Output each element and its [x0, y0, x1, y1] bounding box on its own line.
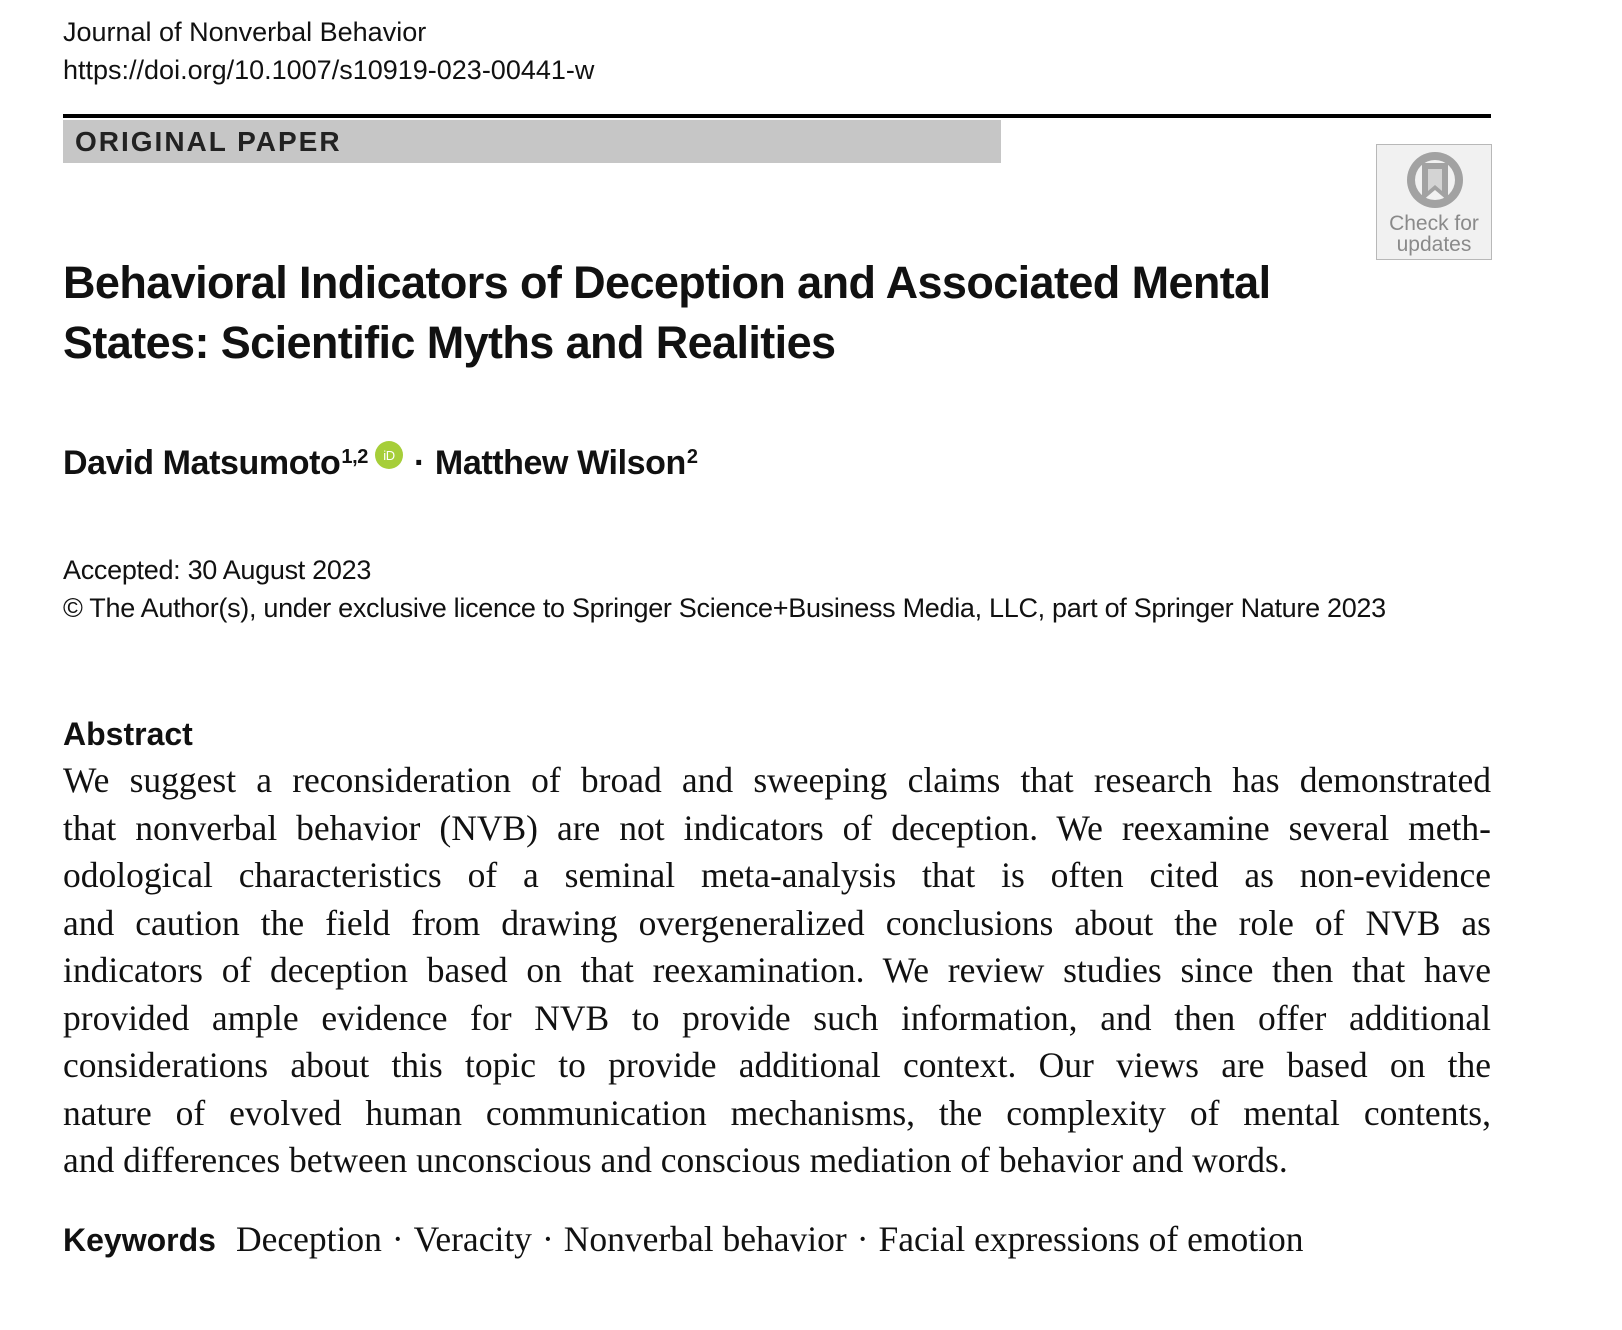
keyword[interactable]: Nonverbal behavior — [563, 1219, 847, 1259]
keyword[interactable]: Deception — [235, 1219, 382, 1259]
author-separator: · — [413, 444, 425, 482]
author-affiliation: 2 — [686, 446, 698, 468]
header-rule — [63, 114, 1491, 118]
abstract-line: and caution the field from drawing overgeneralized conclusions about the role of NVB as — [63, 902, 1491, 943]
journal-name: Journal of Nonverbal Behavior — [63, 17, 427, 47]
paper-first-page — [63, 0, 1493, 1330]
abstract-line: odological characteristics of a seminal meta-analysis that is often cited as non-evidence — [63, 855, 1491, 895]
author-list — [63, 444, 698, 483]
title-line-1: Behavioral Indicators of Deception and Associated Mental — [63, 257, 1271, 308]
check-for-updates-icon — [1404, 149, 1466, 211]
copyright-notice: © The Author(s), under exclusive licence to Springer Science+Business Media, LLC, part of Springer Nature 2023 — [63, 593, 1386, 623]
accepted-date: Accepted: 30 August 2023 — [63, 555, 372, 585]
orcid-icon[interactable] — [374, 440, 404, 479]
doi-link[interactable]: https://doi.org/10.1007/s10919-023-00441-w — [63, 55, 595, 85]
paper-title — [63, 253, 1313, 373]
keyword-separator: · — [391, 1219, 404, 1259]
keywords-label: Keywords — [63, 1222, 216, 1258]
check-for-updates-badge[interactable] — [1376, 144, 1492, 260]
abstract-line: indicators of deception based on that reexamination. We review studies since then that have — [63, 950, 1491, 990]
author-affiliation: 1,2 — [341, 446, 368, 468]
abstract-text — [63, 757, 1491, 1185]
abstract-line: provided ample evidence for NVB to provide such information, and then offer additional — [63, 997, 1491, 1038]
abstract-line: considerations about this topic to provide additional context. Our views are based on the — [63, 1045, 1491, 1085]
keyword-separator: · — [541, 1219, 554, 1259]
abstract-line: and differences between unconscious and conscious mediation of behavior and words. — [63, 1140, 1288, 1180]
updates-badge-line2: updates — [1396, 233, 1472, 256]
abstract-line: that nonverbal behavior (NVB) are not indicators of deception. We reexamine several meth- — [63, 807, 1491, 848]
paper-type-banner — [63, 120, 1001, 163]
keyword[interactable]: Veracity — [413, 1219, 532, 1259]
svg-text:iD: iD — [383, 448, 395, 463]
abstract-heading: Abstract — [63, 716, 193, 752]
keyword-separator: · — [856, 1219, 869, 1259]
abstract-line: We suggest a reconsideration of broad and sweeping claims that research has demonstrated — [63, 760, 1491, 800]
keyword[interactable]: Facial expressions of emotion — [878, 1219, 1304, 1259]
keywords-section — [63, 1218, 1303, 1260]
author-name[interactable]: Matthew Wilson — [434, 444, 686, 482]
abstract-line: nature of evolved human communication mechanisms, the complexity of mental contents, — [63, 1092, 1491, 1133]
author-name[interactable]: David Matsumoto — [63, 444, 341, 482]
updates-badge-line1: Check for — [1389, 212, 1479, 235]
title-line-2: States: Scientific Myths and Realities — [63, 317, 836, 368]
paper-type-label: ORIGINAL PAPER — [75, 126, 342, 157]
